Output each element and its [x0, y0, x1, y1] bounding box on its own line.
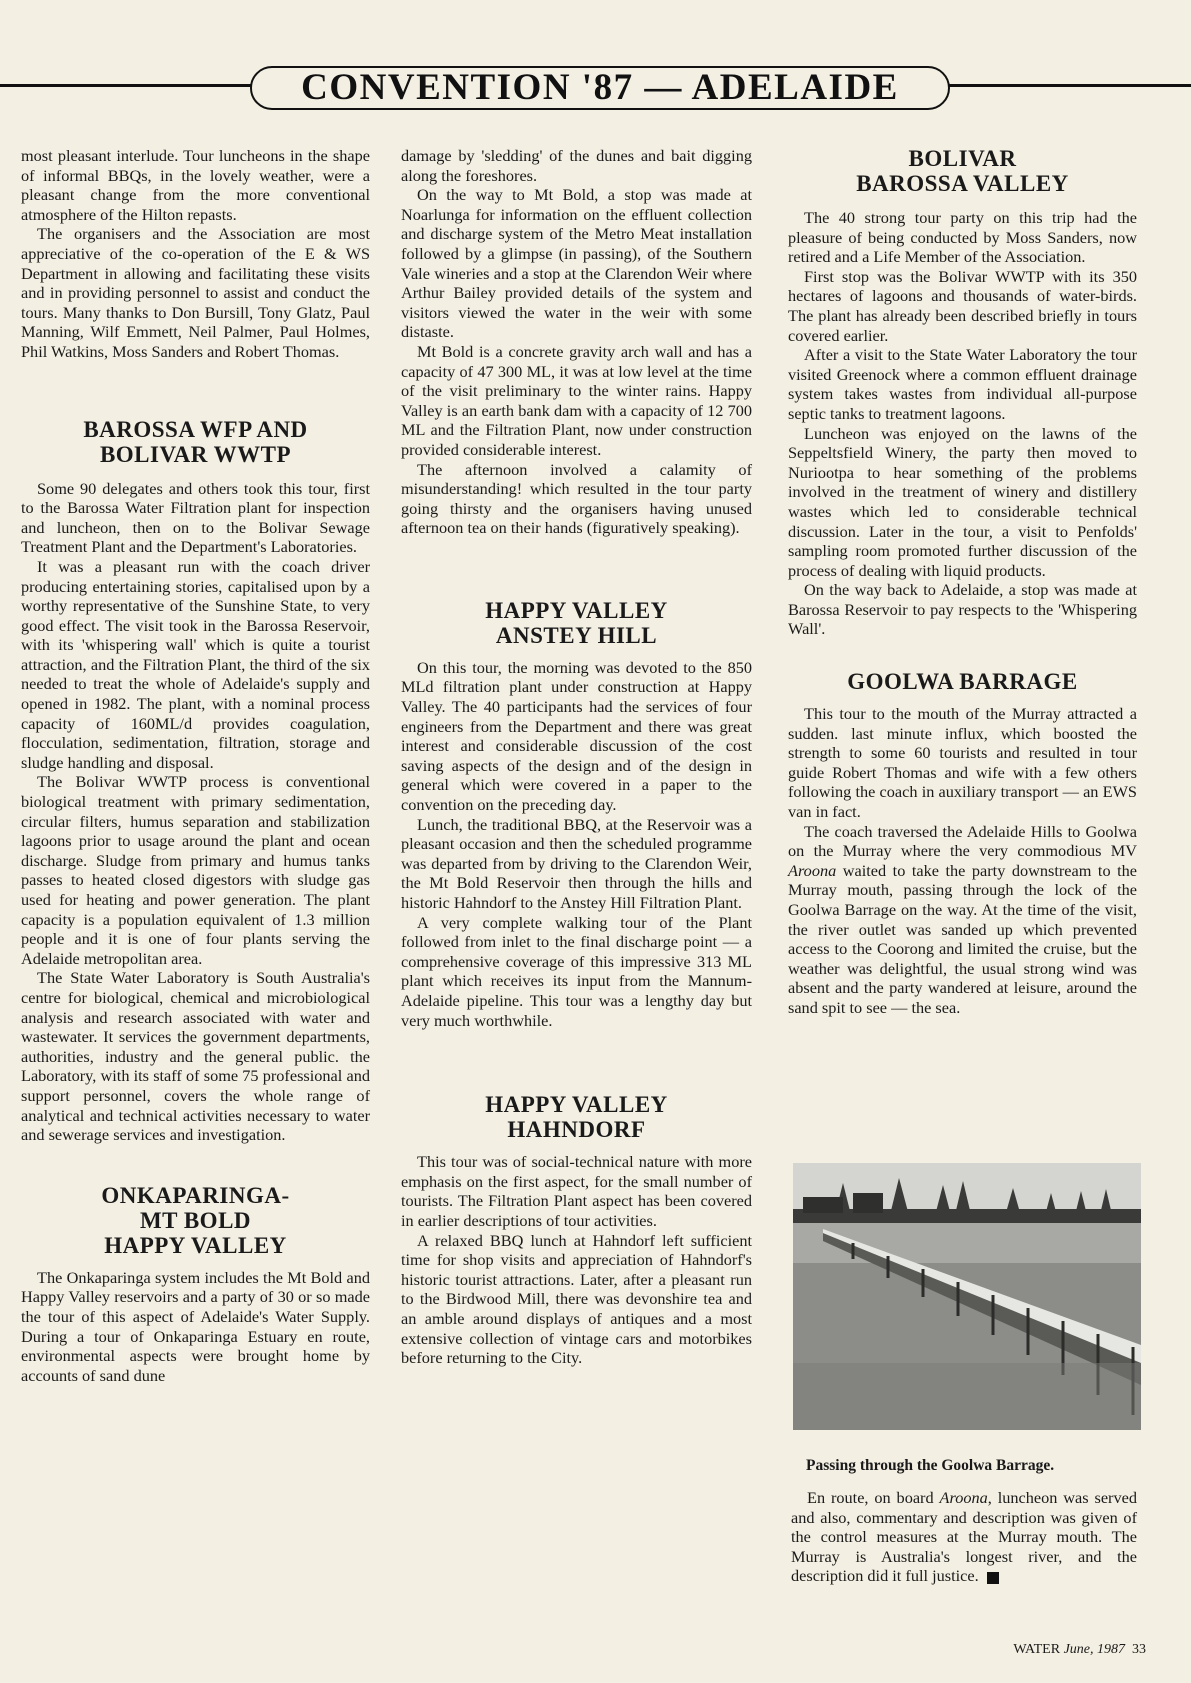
paragraph: On the way back to Adelaide, a stop was made at Barossa Reservoir to pay respects to the 'Whispering Wall'.	[788, 580, 1137, 639]
heading-line: GOOLWA BARRAGE	[847, 669, 1078, 695]
paragraph	[788, 822, 1137, 1018]
paragraph: The afternoon involved a calamity of misunderstanding! which resulted in the tour party going thirsty and the organisers having unused afternoon tea on their hands (figuratively speaking).	[401, 459, 752, 538]
paragraph: The organisers and the Association are most appreciative of the co-operation of the E & WS Department in allowing and facilitating these visits and in providing personnel to assist and conduct the tours. Many thanks to Don Bursill, Tony Glatz, Paul Manning, Wilf Emmett, Neil Palmer, Paul Holmes, Phil Watkins, Moss Sanders and Robert Thomas.	[21, 224, 370, 361]
column-3	[788, 146, 1137, 1018]
heading-line: ANSTEY HILL	[495, 622, 658, 648]
paragraph: The State Water Laboratory is South Australia's centre for biological, chemical and microbiological analysis and research associated with water and wastewater. It services the government departments, authorities, industry and the general public. the Laboratory, with its staff of some 75 professional and support personnel, covers the whole range of analytical and technical activities necessary to water and sewerage services and investigation.	[21, 968, 370, 1145]
magazine-name: WATER	[1013, 1642, 1061, 1657]
text-run: waited to take the party downstream to the Murray mouth, passing through the lock of the Goolwa Barrage on the way. At the time of the visit, the river outlet was sanded up which prevented access to the Coorong and limited the cruise, but the weather was delightful, the usual strong wind was absent and the party wandered at leisure, around the sand spit to see — the sea.	[788, 860, 1137, 1017]
paragraph: This tour to the mouth of the Murray attracted a sudden. last minute influx, which boosted the strength to some 60 tourists and resulted in tour guide Robert Thomas and wife with a few others following the coach in auxiliary transport — an EWS van in fact.	[788, 704, 1137, 822]
vessel-name: Aroona	[939, 1488, 988, 1507]
heading-line: BAROSSA VALLEY	[856, 171, 1069, 196]
end-mark-icon	[987, 1572, 999, 1584]
paragraph	[791, 1488, 1137, 1586]
paragraph: The Onkaparinga system includes the Mt Bold and Happy Valley reservoirs and a party of 30 or so made the tour of this aspect of Adelaide's Water Supply. During a tour of Onkaparinga Estuary en route, environmental aspects were brought home by accounts of sand dune	[21, 1267, 370, 1385]
paragraph: Mt Bold is a concrete gravity arch wall and has a capacity of 47 300 ML, it was at low level at the time of the visit preliminary to the winter rains. Happy Valley is an earth bank dam with a capacity of 12 700 ML and the Filtration Plant, now under construction provided considerable interest.	[401, 341, 752, 459]
paragraph: After a visit to the State Water Laboratory the tour visited Greenock where a common effluent drainage system takes wastes from individual all-purpose septic tanks to treatment lagoons.	[788, 345, 1137, 423]
paragraph: A relaxed BBQ lunch at Hahndorf left sufficient time for shop visits and appreciation of Hahndorf's historic tourist attractions. Later, after a pleasant run to the Birdwood Mill, there was devonshire tea and an amble around displays of antiques and a most extensive collection of vintage cars and motorbikes before returning to the City.	[401, 1230, 752, 1368]
heading-line: HAPPY VALLEY	[104, 1232, 287, 1258]
page-footer	[1013, 1642, 1146, 1658]
text-run: En route, on board	[807, 1488, 940, 1507]
paragraph: This tour was of social-technical nature with more emphasis on the first aspect, for the small number of tourists. The Filtration Plant aspect has been covered in earlier descriptions of tour activities.	[401, 1152, 752, 1230]
paragraph: First stop was the Bolivar WWTP with its 350 hectares of lagoons and thousands of water-birds. The plant has already been described briefly in tours covered earlier.	[788, 266, 1137, 345]
heading-line: HAPPY VALLEY	[485, 1092, 668, 1118]
barrage-illustration	[793, 1163, 1141, 1430]
paragraph: It was a pleasant run with the coach driver producing entertaining stories, capitalised upon by a worthy representative of the Sunshine State, to very good effect. The visit took in the Barossa Reservoir, with its 'whispering wall' which is quite a tourist attraction, and the Filtration Plant, the third of the six needed to treat the whole of Adelaide's supply and opened in 1982. The plant, with a nominal process capacity of 160ML/d provides coagulation, flocculation, sedimentation, filtration, storage and sludge handling and disposal.	[21, 556, 370, 772]
paragraph: Luncheon was enjoyed on the lawns of the Seppeltsfield Winery, the party then moved to Nuriootpa to hear something of the problems involved in the treatment of winery and distillery wastes which led to considerable technical discussion. Later in the tour, a visit to Penfolds' sampling room promoted further discussion of the process of dealing with liquid products.	[788, 423, 1137, 580]
vessel-name: Aroona	[788, 860, 837, 880]
paragraph: damage by 'sledding' of the dunes and bait digging along the foreshores.	[401, 146, 752, 185]
heading-line: BOLIVAR WWTP	[99, 441, 292, 467]
page-title: CONVENTION '87 — ADELAIDE	[250, 66, 950, 110]
section-heading-happy-valley-hahndorf	[401, 1092, 752, 1142]
photo-caption: Passing through the Goolwa Barrage.	[806, 1457, 1055, 1474]
goolwa-barrage-photo	[793, 1163, 1141, 1430]
paragraph: A very complete walking tour of the Plant followed from inlet to the final discharge point — a comprehensive coverage of this impressive 313 ML plant which receives its input from the Mannum-Adelaide pipeline. This tour was a lengthy day but very much worthwhile.	[401, 912, 752, 1030]
text-run: , luncheon was served and also, commentary and description was given of the control measures at the Murray mouth. The Murray is Australia's longest river, and the description did it full justice.	[791, 1488, 1137, 1586]
heading-line: ONKAPARINGA-	[101, 1182, 290, 1208]
paragraph: Some 90 delegates and others took this tour, first to the Barossa Water Filtration plant for inspection and luncheon, then on to the Bolivar Sewage Treatment Plant and the Department's Laboratories.	[21, 478, 370, 557]
issue-date: June, 1987	[1063, 1642, 1125, 1657]
heading-line: MT BOLD	[139, 1207, 252, 1233]
column-3-closing	[791, 1488, 1137, 1586]
section-heading-goolwa-barrage	[788, 669, 1137, 694]
heading-line: HAPPY VALLEY	[485, 597, 668, 623]
paragraph: On the way to Mt Bold, a stop was made at Noarlunga for information on the effluent collection and discharge system of the Metro Meat installation followed by a glimpse (in passing), of the Southern Vale wineries and a stop at the Clarendon Weir where Arthur Bailey provided details of the system and visitors viewed the water in the weir with some distaste.	[401, 185, 752, 342]
heading-line: BAROSSA WFP AND	[83, 416, 308, 442]
paragraph: most pleasant interlude. Tour luncheons in the shape of informal BBQs, in the lovely weather, were a pleasant change from the more conventional atmosphere of the Hilton repasts.	[21, 146, 370, 224]
section-heading-onkaparinga	[21, 1183, 370, 1258]
foreground-water	[793, 1363, 1141, 1430]
column-1	[21, 146, 370, 1385]
paragraph: On this tour, the morning was devoted to the 850 MLd filtration plant under construction at Happy Valley. The 40 participants had the services of four engineers from the Department and there was great interest and considerable discussion of the cost saving aspects of the design and of the design in general which were covered in a paper to the convention on the preceding day.	[401, 657, 752, 815]
section-heading-bolivar-barossa	[788, 146, 1137, 196]
heading-line: BOLIVAR	[908, 146, 1017, 171]
paragraph: The Bolivar WWTP process is conventional biological treatment with primary sedimentation, circular filters, humus separation and stabilization lagoons prior to usage around the plant and ocean discharge. Sludge from primary and humus tanks passes to heated closed digestors with sludge gas used for heating and power generation. The plant capacity is a population equivalent of 1.3 million people and it is one of four plants serving the Adelaide metropolitan area.	[21, 772, 370, 968]
paragraph: Lunch, the traditional BBQ, at the Reservoir was a pleasant occasion and then the scheduled programme was departed from by driving to the Clarendon Weir, the Mt Bold Reservoir then through the hills and historic Hahndorf to the Anstey Hill Filtration Plant.	[401, 814, 752, 912]
section-heading-barossa-wfp	[21, 417, 370, 467]
text-run: The coach traversed the Adelaide Hills to Goolwa on the Murray where the very commodious MV	[788, 821, 1137, 861]
heading-line: HAHNDORF	[507, 1117, 646, 1143]
paragraph: The 40 strong tour party on this trip had the pleasure of being conducted by Moss Sanders, now retired and a Life Member of the Association.	[788, 208, 1137, 267]
column-2	[401, 146, 752, 1368]
page-number: 33	[1132, 1642, 1146, 1657]
section-heading-happy-valley-anstey	[401, 598, 752, 648]
